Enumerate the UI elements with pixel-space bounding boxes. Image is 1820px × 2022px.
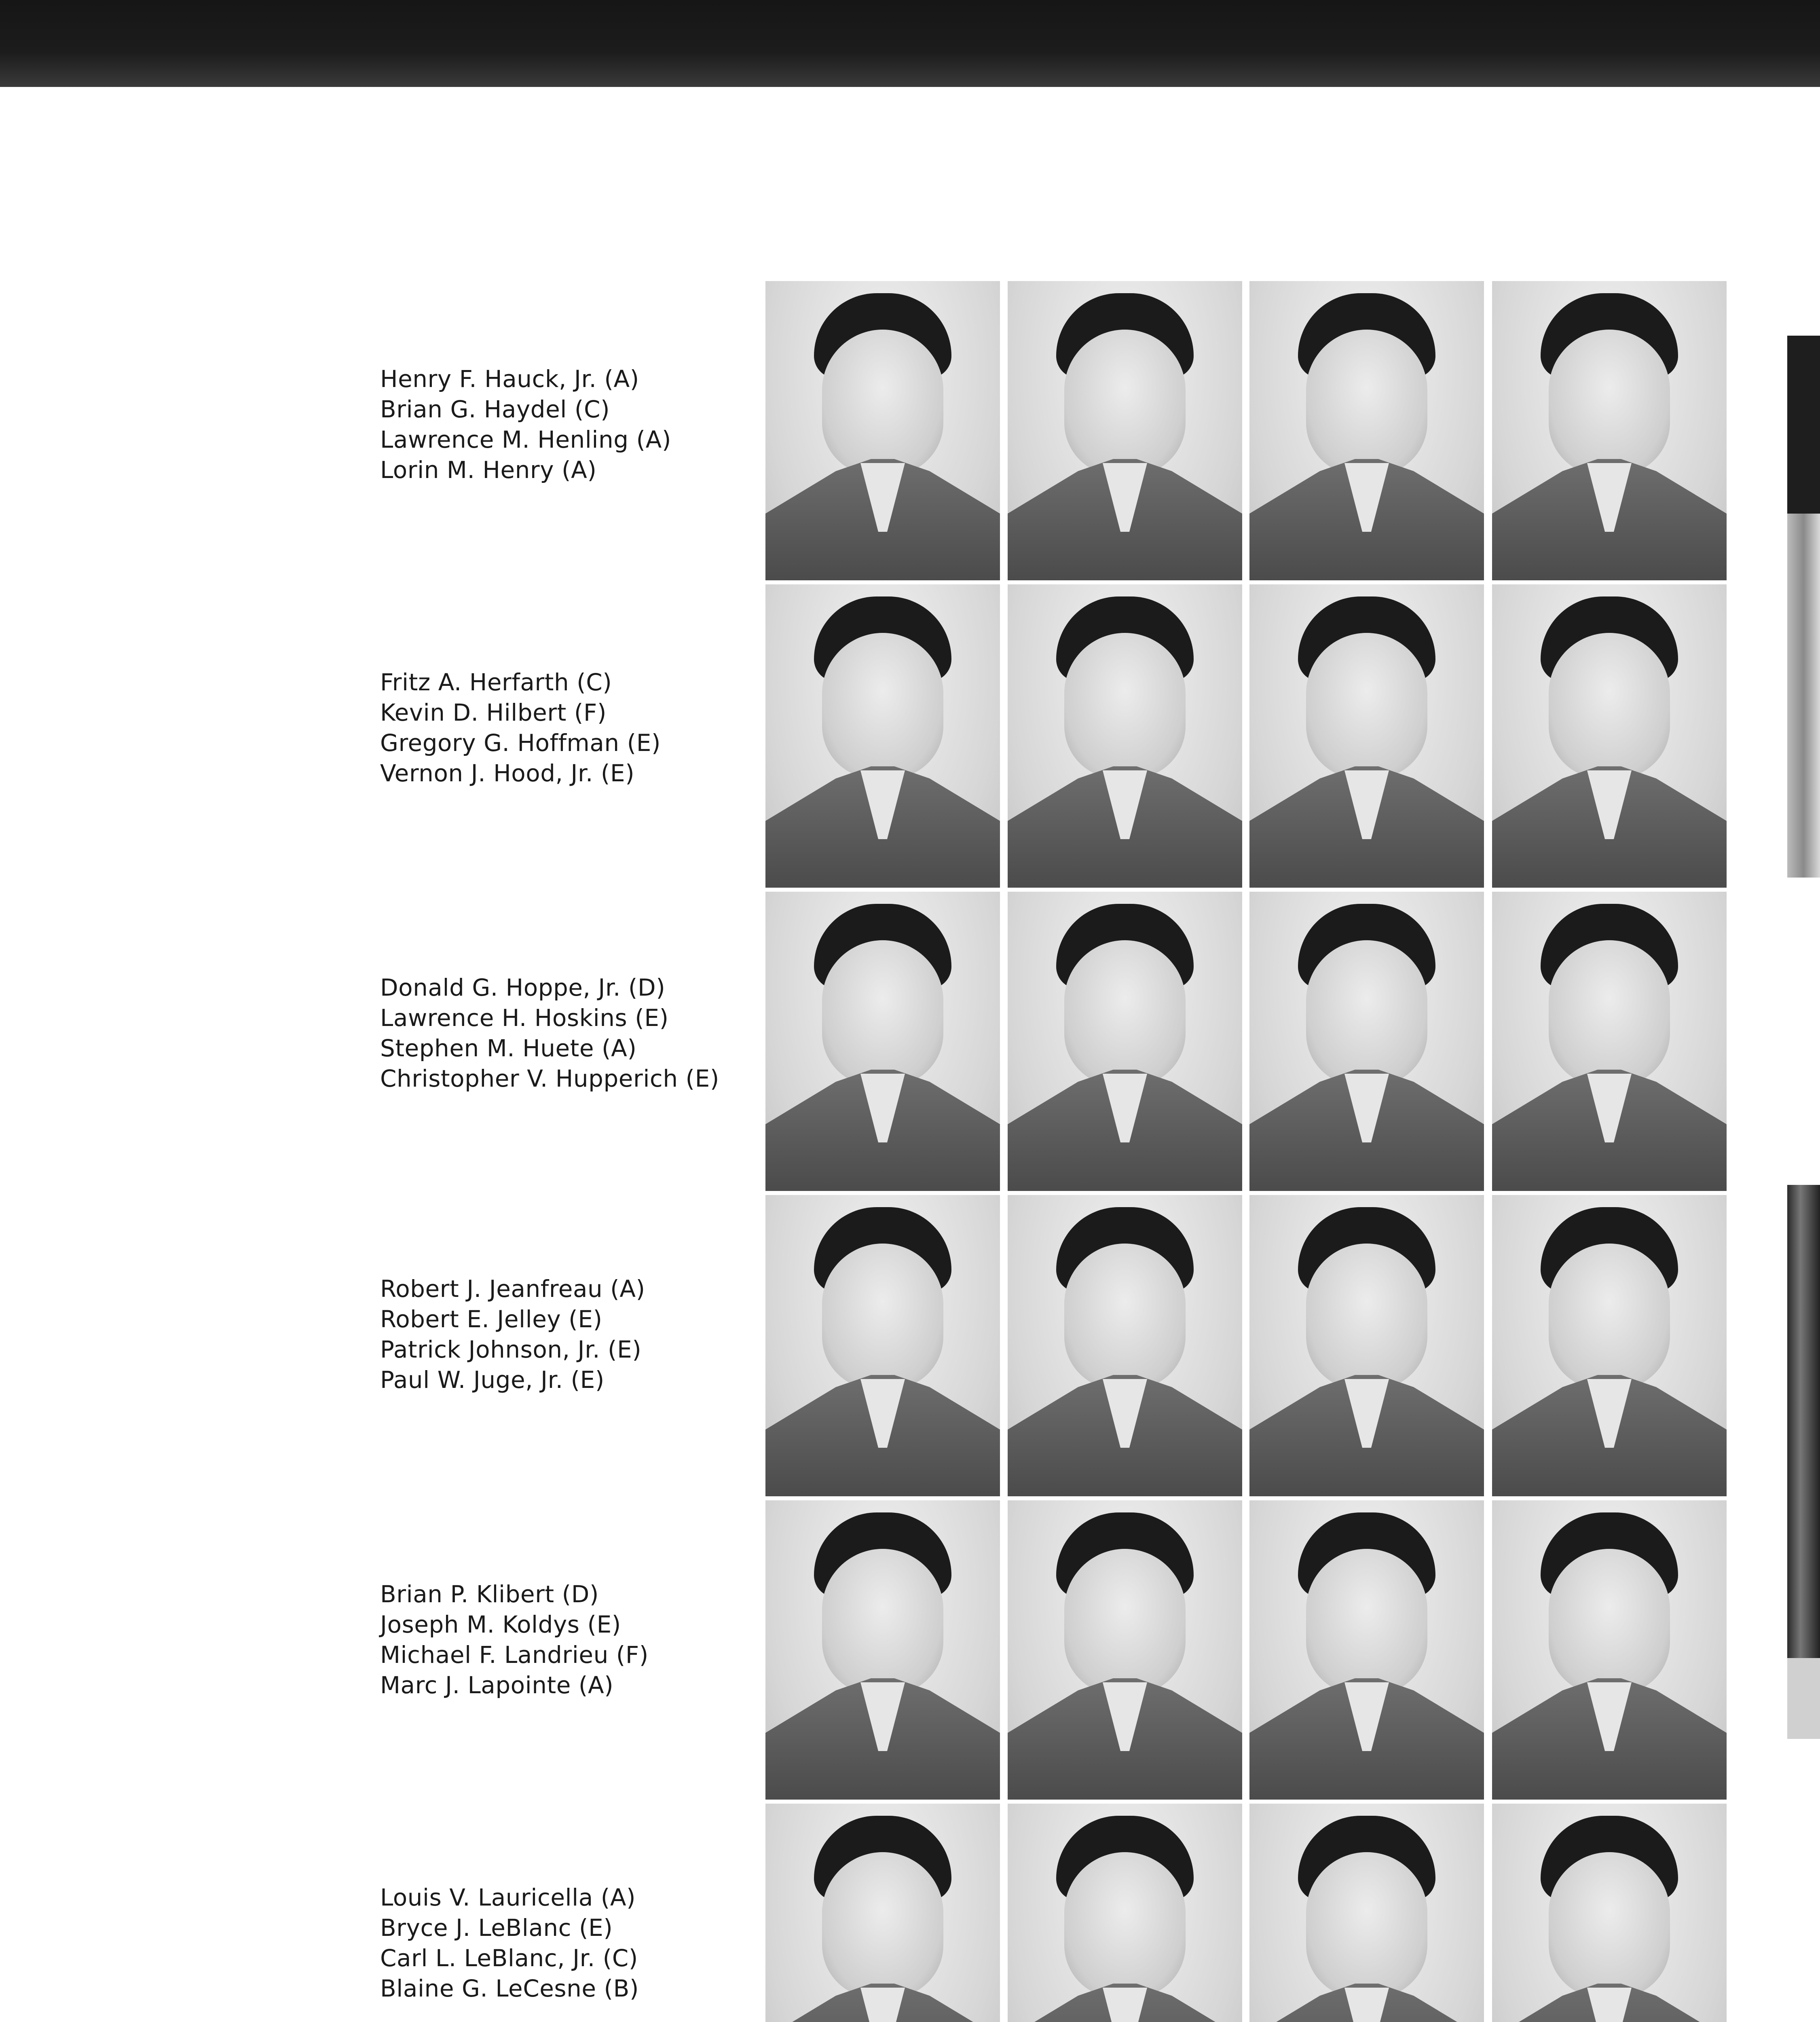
name-list [380, 1882, 744, 2004]
portrait-face [1064, 940, 1186, 1086]
student-name: Patrick Johnson, Jr. (E) [380, 1336, 642, 1363]
portrait-face [822, 1852, 943, 1998]
student-name: Stephen M. Huete (A) [380, 1034, 637, 1062]
portrait-face [822, 1244, 943, 1389]
student-name: Fritz A. Herfarth (C) [380, 668, 612, 696]
student-name: Lorin M. Henry (A) [380, 456, 597, 484]
student-portrait [765, 1804, 1000, 2022]
portrait-face [1306, 633, 1427, 778]
student-name: Brian G. Haydel (C) [380, 396, 610, 423]
portrait-face [1064, 1244, 1186, 1389]
student-portrait [1008, 892, 1242, 1191]
student-portrait [1008, 1195, 1242, 1496]
student-portrait [1249, 1500, 1484, 1800]
student-name: Bryce J. LeBlanc (E) [380, 1914, 613, 1942]
name-list [380, 1579, 744, 1701]
student-portrait [1008, 584, 1242, 888]
portrait-face [1549, 633, 1670, 778]
student-portrait [765, 281, 1000, 580]
student-portrait [1008, 1804, 1242, 2022]
portrait-face [1064, 1852, 1186, 1998]
student-name: Carl L. LeBlanc, Jr. (C) [380, 1944, 638, 1972]
portrait-face [822, 940, 943, 1086]
portrait-face [822, 330, 943, 475]
student-portrait [765, 1500, 1000, 1800]
student-name: Michael F. Landrieu (F) [380, 1641, 649, 1669]
portrait-row [0, 1498, 1820, 1802]
student-name: Brian P. Klibert (D) [380, 1580, 599, 1608]
name-list [380, 973, 744, 1094]
student-name: Lawrence H. Hoskins (E) [380, 1004, 669, 1032]
portrait-row [0, 582, 1820, 890]
student-name: Paul W. Juge, Jr. (E) [380, 1366, 605, 1394]
portrait-face [1306, 1549, 1427, 1694]
student-portrait [765, 1195, 1000, 1496]
portrait-row [0, 890, 1820, 1193]
portrait-row [0, 1193, 1820, 1498]
student-name: Robert E. Jelley (E) [380, 1305, 602, 1333]
portrait-face [1306, 940, 1427, 1086]
portrait-face [822, 633, 943, 778]
student-portrait [1249, 892, 1484, 1191]
student-name: Kevin D. Hilbert (F) [380, 699, 607, 726]
student-portrait [1492, 892, 1727, 1191]
portrait-face [822, 1549, 943, 1694]
portrait-face [1549, 1852, 1670, 1998]
student-portrait [1008, 281, 1242, 580]
portrait-face [1549, 1244, 1670, 1389]
student-name: Gregory G. Hoffman (E) [380, 729, 661, 757]
scan-top-edge [0, 0, 1820, 87]
student-portrait [1492, 281, 1727, 580]
student-portrait [1492, 1500, 1727, 1800]
student-portrait [765, 584, 1000, 888]
student-name: Robert J. Jeanfreau (A) [380, 1275, 645, 1303]
student-name: Vernon J. Hood, Jr. (E) [380, 759, 635, 787]
student-name: Blaine G. LeCesne (B) [380, 1975, 639, 2002]
student-name: Marc J. Lapointe (A) [380, 1671, 614, 1699]
student-portrait [1249, 1804, 1484, 2022]
student-portrait [1492, 1804, 1727, 2022]
student-name: Joseph M. Koldys (E) [380, 1611, 621, 1638]
portrait-face [1064, 1549, 1186, 1694]
student-portrait [1008, 1500, 1242, 1800]
portrait-row [0, 1802, 1820, 2022]
student-portrait [1249, 1195, 1484, 1496]
portrait-face [1064, 330, 1186, 475]
portrait-row [0, 279, 1820, 582]
portrait-face [1306, 1852, 1427, 1998]
student-name: Lawrence M. Henling (A) [380, 426, 671, 453]
student-name: Christopher V. Hupperich (E) [380, 1065, 719, 1092]
portrait-face [1306, 1244, 1427, 1389]
portrait-face [1306, 330, 1427, 475]
name-list [380, 667, 744, 789]
name-list [380, 364, 744, 485]
portrait-face [1549, 330, 1670, 475]
student-portrait [1492, 584, 1727, 888]
student-portrait [1249, 584, 1484, 888]
student-portrait [1492, 1195, 1727, 1496]
student-name: Henry F. Hauck, Jr. (A) [380, 365, 639, 393]
student-name: Louis V. Lauricella (A) [380, 1884, 636, 1911]
student-portrait [765, 892, 1000, 1191]
portrait-face [1549, 940, 1670, 1086]
student-portrait [1249, 281, 1484, 580]
name-list [380, 1274, 744, 1395]
student-name: Donald G. Hoppe, Jr. (D) [380, 974, 666, 1001]
portrait-face [1064, 633, 1186, 778]
portrait-face [1549, 1549, 1670, 1694]
